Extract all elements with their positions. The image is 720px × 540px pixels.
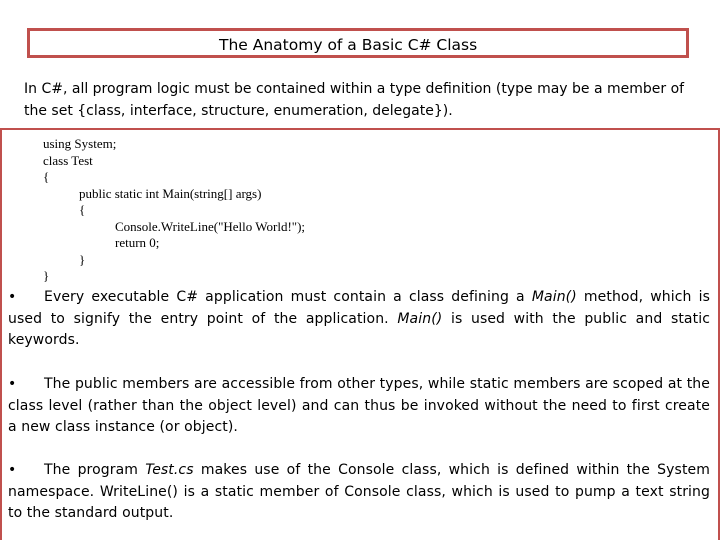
bullet-marker: • — [8, 289, 17, 305]
bullet-text: The program — [44, 462, 146, 478]
bullet-text: method, which is used to signify the entry point of the application. — [8, 289, 710, 327]
bullet-main-method — [8, 287, 710, 352]
bullet-text: Every executable C# application must contain a class defining a — [44, 289, 532, 305]
bullet-marker: • — [8, 462, 17, 478]
slide-title: The Anatomy of a Basic C# Class — [219, 36, 478, 54]
bullet-marker: • — [8, 376, 17, 392]
code-line: } — [43, 268, 50, 283]
intro-paragraph: In C#, all program logic must be contained within a type definition (type may be a member of the set {class, interface, structure, enumeration, delegate}). — [24, 81, 685, 119]
code-line: } — [79, 251, 86, 267]
code-line: Console.WriteLine("Hello World!"); — [115, 218, 306, 234]
code-line: { — [43, 169, 50, 184]
bullet-text: is used with the public and static keywords. — [8, 310, 710, 348]
code-line: using System; — [43, 136, 117, 151]
bullet-text: makes use of the Console class, which is defined within the System namespace. WriteLine() is a static member of Console class, which is used to pump a text string to the standard output. — [8, 462, 710, 521]
bullet-text: The public members are accessible from other types, while static members are scoped at the class level (rather than the object level) and can thus be invoked without the need to first create a new class instance (or object). — [8, 376, 710, 435]
bullet-emphasis: Main() — [531, 289, 577, 305]
code-line: public static int Main(string[] args) — [79, 185, 262, 201]
code-line: return 0; — [115, 235, 160, 250]
code-block — [43, 136, 305, 285]
bullet-console-class — [8, 460, 710, 525]
bullet-emphasis: Main() — [397, 310, 443, 327]
bullet-public-static — [8, 374, 710, 439]
code-line: class Test — [43, 152, 93, 168]
title-box — [27, 28, 689, 58]
code-line: { — [79, 202, 86, 217]
bullet-emphasis: Test.cs — [145, 462, 194, 478]
